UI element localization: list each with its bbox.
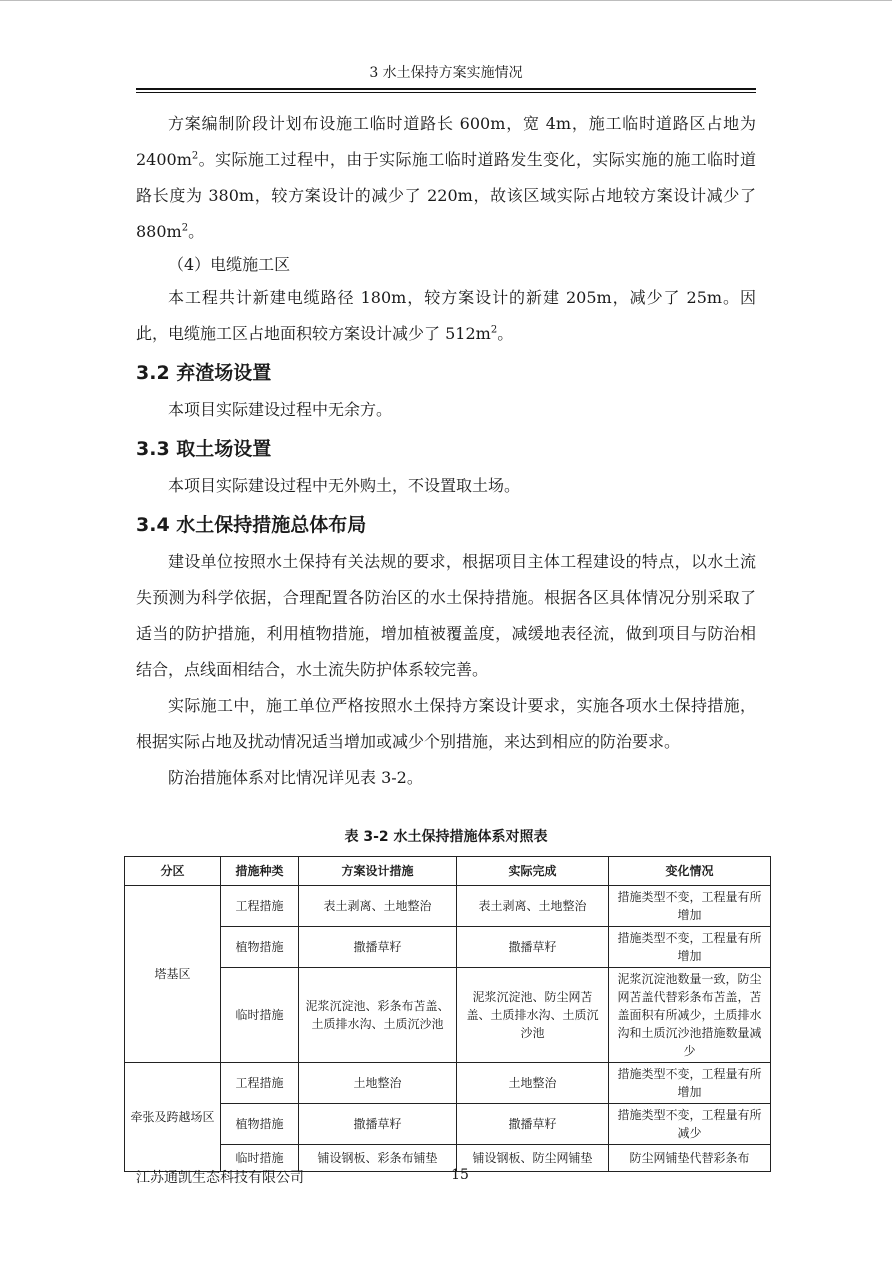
paragraph-temp-road (136, 106, 756, 250)
paragraph-spoil: 本项目实际建设过程中无余方。 (168, 400, 393, 419)
paragraph-cable (136, 280, 756, 352)
paragraph-borrow: 本项目实际建设过程中无外购土，不设置取土场。 (168, 476, 521, 495)
actual-cell: 撒播草籽 (457, 1104, 609, 1145)
actual-cell: 泥浆沉淀池、防尘网苫盖、土质排水沟、土质沉沙池 (457, 968, 609, 1063)
column-header: 变化情况 (609, 857, 771, 886)
actual-cell: 铺设钢板、防尘网铺垫 (457, 1145, 609, 1172)
paragraph-table-ref: 防治措施体系对比情况详见表 3-2。 (168, 768, 423, 787)
table-row (125, 1063, 771, 1104)
paragraph-layout: 建设单位按照水土保持有关法规的要求，根据项目主体工程建设的特点，以水土流失预测为科学依据，合理配置各防治区的水土保持措施。根据各区具体情况分别采取了适当的防护措施，利用植物措施，增加植被覆盖度，减缓地表径流，做到项目与防治相结合，点线面相结合，水土流失防护体系较完善。 (136, 552, 756, 679)
actual-cell: 表土剥离、土地整治 (457, 886, 609, 927)
design-cell: 泥浆沉淀池、彩条布苫盖、土质排水沟、土质沉沙池 (299, 968, 457, 1063)
measure-type-cell: 工程措施 (221, 886, 299, 927)
column-header: 方案设计措施 (299, 857, 457, 886)
change-cell: 泥浆沉淀池数量一致，防尘网苫盖代替彩条布苫盖，苫盖面积有所减少，土质排水沟和土质沉沙池措施数量减少 (609, 968, 771, 1063)
change-cell: 措施类型不变，工程量有所增加 (609, 927, 771, 968)
section-heading-3-3: 3.3 取土场设置 (136, 438, 272, 460)
table-row (125, 927, 771, 968)
table-row (125, 886, 771, 927)
text-segment: 。 (497, 324, 514, 343)
change-cell: 措施类型不变，工程量有所增加 (609, 886, 771, 927)
text-segment: 方案编制阶段计划布设施工临时道路长 600m，宽 4m，施工临时道路区占地为 2400m (136, 114, 756, 169)
measure-type-cell: 植物措施 (221, 1104, 299, 1145)
design-cell: 土地整治 (299, 1063, 457, 1104)
table-header-row (125, 857, 771, 886)
text-segment: 。 (188, 222, 205, 241)
measure-type-cell: 临时措施 (221, 1145, 299, 1172)
column-header: 实际完成 (457, 857, 609, 886)
running-header: 3 水土保持方案实施情况 (369, 65, 523, 81)
column-header: 措施种类 (221, 857, 299, 886)
zone-cell: 牵张及跨越场区 (125, 1063, 221, 1172)
footer-company: 江苏通凯生态科技有限公司 (136, 1170, 304, 1186)
actual-cell: 撒播草籽 (457, 927, 609, 968)
change-cell: 措施类型不变，工程量有所增加 (609, 1063, 771, 1104)
text-segment: 。实际施工过程中，由于实际施工临时道路发生变化，实际实施的施工临时道路长度为 380m，较方案设计的减少了 220m，故该区域实际占地较方案设计减少了 880m (136, 150, 756, 241)
header-rule-thin (136, 92, 756, 93)
design-cell: 表土剥离、土地整治 (299, 886, 457, 927)
superscript: 2 (191, 150, 199, 162)
design-cell: 撒播草籽 (299, 927, 457, 968)
design-cell: 铺设钢板、彩条布铺垫 (299, 1145, 457, 1172)
measures-comparison-table (124, 856, 771, 1172)
section-heading-3-2: 3.2 弃渣场设置 (136, 362, 272, 384)
change-cell: 措施类型不变，工程量有所减少 (609, 1104, 771, 1145)
header-rule (136, 88, 756, 90)
main-content (136, 106, 756, 796)
change-cell: 防尘网铺垫代替彩条布 (609, 1145, 771, 1172)
superscript: 2 (490, 324, 498, 336)
text-segment: 本工程共计新建电缆路径 180m，较方案设计的新建 205m，减少了 25m。因此，电缆施工区占地面积较方案设计减少了 512m (136, 288, 756, 343)
table-row (125, 968, 771, 1063)
column-header: 分区 (125, 857, 221, 886)
list-item-cable-area: （4）电缆施工区 (168, 255, 291, 274)
section-heading-3-4: 3.4 水土保持措施总体布局 (136, 514, 367, 536)
table-row (125, 1104, 771, 1145)
measure-type-cell: 植物措施 (221, 927, 299, 968)
page-top-border (0, 0, 892, 1)
actual-cell: 土地整治 (457, 1063, 609, 1104)
paragraph-construction: 实际施工中，施工单位严格按照水土保持方案设计要求，实施各项水土保持措施，根据实际占地及扰动情况适当增加或减少个别措施，来达到相应的防治要求。 (136, 696, 756, 751)
page-number: 15 (451, 1167, 469, 1183)
zone-cell: 塔基区 (125, 886, 221, 1063)
superscript: 2 (181, 222, 189, 234)
measure-type-cell: 临时措施 (221, 968, 299, 1063)
measure-type-cell: 工程措施 (221, 1063, 299, 1104)
table-caption: 表 3-2 水土保持措施体系对照表 (344, 829, 548, 845)
design-cell: 撒播草籽 (299, 1104, 457, 1145)
